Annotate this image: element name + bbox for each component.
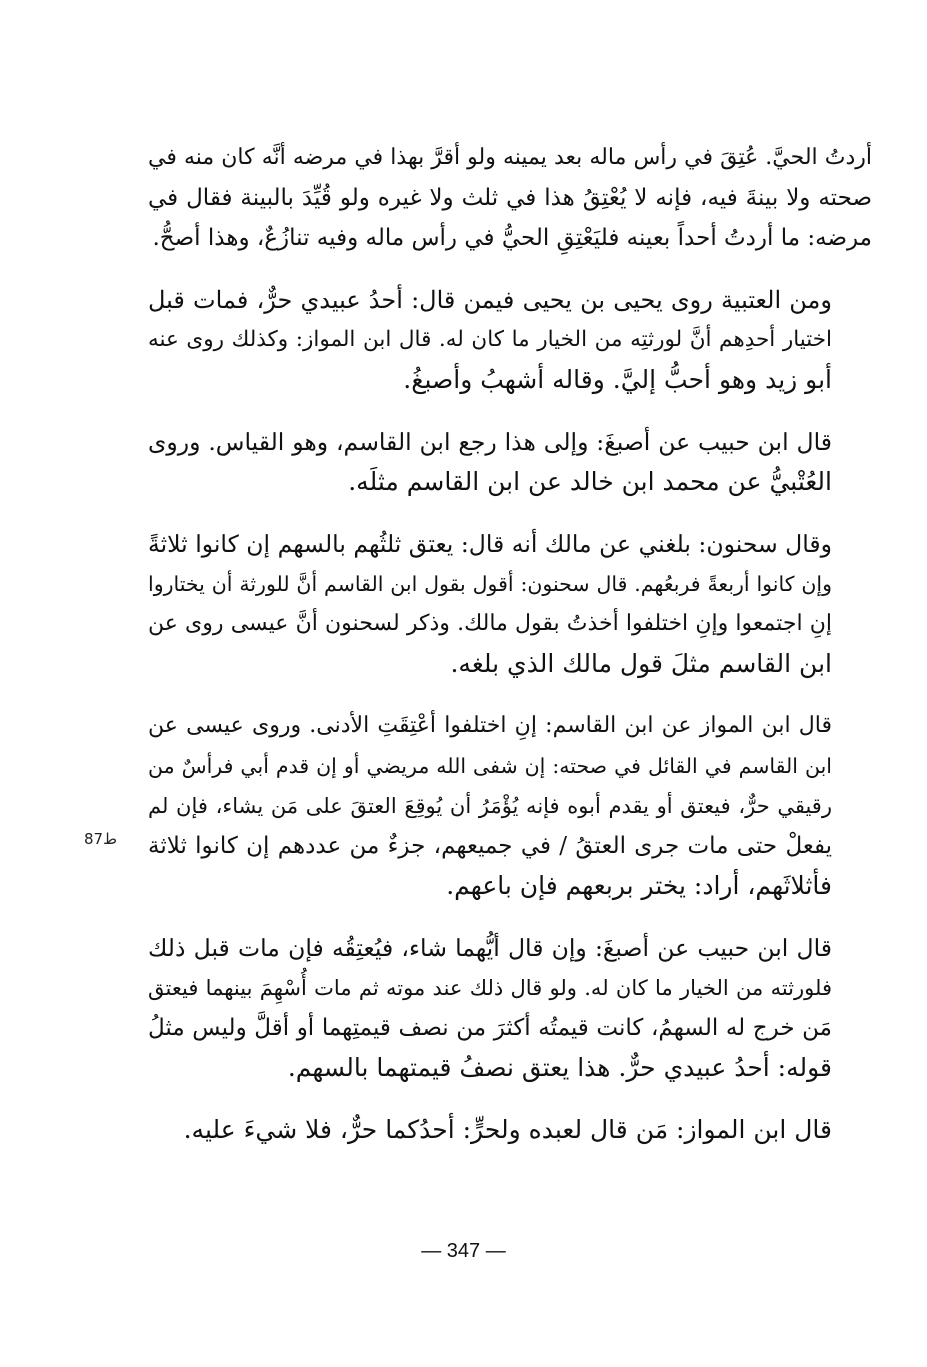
text-line: مَن خرج له السهمُ، كانت قيمتُه أكثرَ من نصف قيمتِهما أو أقلَّ وليس مثلُ: [148, 1015, 832, 1041]
text-line: ابن القاسم مثلَ قول مالك الذي بلغه.: [450, 649, 832, 678]
paragraph-6: [148, 928, 872, 1088]
text-line: قوله: أحدُ عبيدي حرٌّ. هذا يعتق نصفُ قيمتهما بالسهم.: [287, 1053, 832, 1082]
text-line: يفعلْ حتى مات جرى العتقُ / في جميعهم، جزءٌ من عددهم إن كانوا ثلاثة: [148, 833, 832, 859]
text-line: ومن العتبية روى يحيى بن يحيى فيمن قال: أحدُ عبيدي حرٌّ، فمات قبل: [148, 286, 832, 314]
text-line: أبو زيد وهو أحبُّ إليَّ. وقاله أشهبُ وأصبغُ.: [403, 365, 832, 394]
paragraph-2: [148, 280, 872, 400]
text-line: أردتُ الحيَّ. عُتِقَ في رأس ماله بعد يمينه ولو أقرَّ بهذا في مرضه أنَّه كان منه في: [148, 145, 872, 170]
paragraph-5: [148, 706, 872, 906]
text-line: رقيقي حرٌّ، فيعتق أو يقدم أبوه فإنه يُؤْمَرُ أن يُوقِعَ العتقَ على مَن يشاء، فإن لم: [148, 794, 832, 818]
manuscript-margin-note: ط87: [84, 830, 117, 848]
paragraph-1: [148, 138, 872, 258]
text-line: ابن القاسم في القائل في صحته: إن شفى الله مريضي أو إن قدم أبي فرأسٌ من: [148, 754, 832, 778]
text-line: العُتْبيُّ عن محمد ابن خالد عن ابن القاسم مثلَه.: [348, 467, 832, 496]
text-line: اختيار أحدِهم أنَّ لورثتِه من الخيار ما كان له. قال ابن المواز: وكذلك روى عنه: [148, 327, 832, 352]
paragraph-7: [148, 1110, 872, 1150]
paragraph-4: [148, 524, 872, 684]
paragraph-3: [148, 422, 872, 502]
text-line: وإن كانوا أربعةً فربعُهم. قال سحنون: أقول بقول ابن القاسم أنَّ للورثة أن يختاروا: [148, 572, 832, 596]
text-line: وقال سحنون: بلغني عن مالك أنه قال: يعتق ثلثُهم بالسهم إن كانوا ثلاثةً: [148, 530, 832, 558]
text-line: فأثلاثَهم، أراد: يختر بربعهم فإن باعهم.: [446, 871, 832, 900]
text-line: فلورثته من الخيار ما كان له. ولو قال ذلك عند موته ثم مات أُسْهِمَ بينهما فيعتق: [148, 976, 832, 1000]
text-line: قال ابن المواز عن ابن القاسم: إنِ اختلفوا أعْتِقَتِ الأدنى. وروى عيسى عن: [148, 713, 832, 738]
text-line: قال ابن المواز: مَن قال لعبده ولحرٍّ: أحدُكما حرٌّ، فلا شيءَ عليه.: [183, 1115, 832, 1144]
text-line: قال ابن حبيب عن أصبغَ: وإلى هذا رجع ابن القاسم، وهو القياس. وروى: [148, 428, 832, 456]
text-line: إنِ اجتمعوا وإنِ اختلفوا أخذتُ بقول مالك. وذكر لسحنون أنَّ عيسى روى عن: [148, 611, 832, 636]
page-number: — 347 —: [421, 1240, 506, 1262]
text-line: مرضه: ما أردتُ أحداً بعينه فليَعْتِقِ الحيُّ في رأس ماله وفيه تنازُعٌ، وهذا أصحُّ.: [152, 225, 872, 251]
text-line: قال ابن حبيب عن أصبغَ: وإن قال أيُّهما شاء، فيُعتِقُه فإن مات قبل ذلك: [148, 934, 832, 962]
text-line: صحته ولا بينةَ فيه، فإنه لا يُعْتِقُ هذا في ثلث ولا غيره ولو قُيِّدَ بالبينة فقال في: [148, 185, 872, 211]
main-text-body: [148, 138, 872, 1172]
